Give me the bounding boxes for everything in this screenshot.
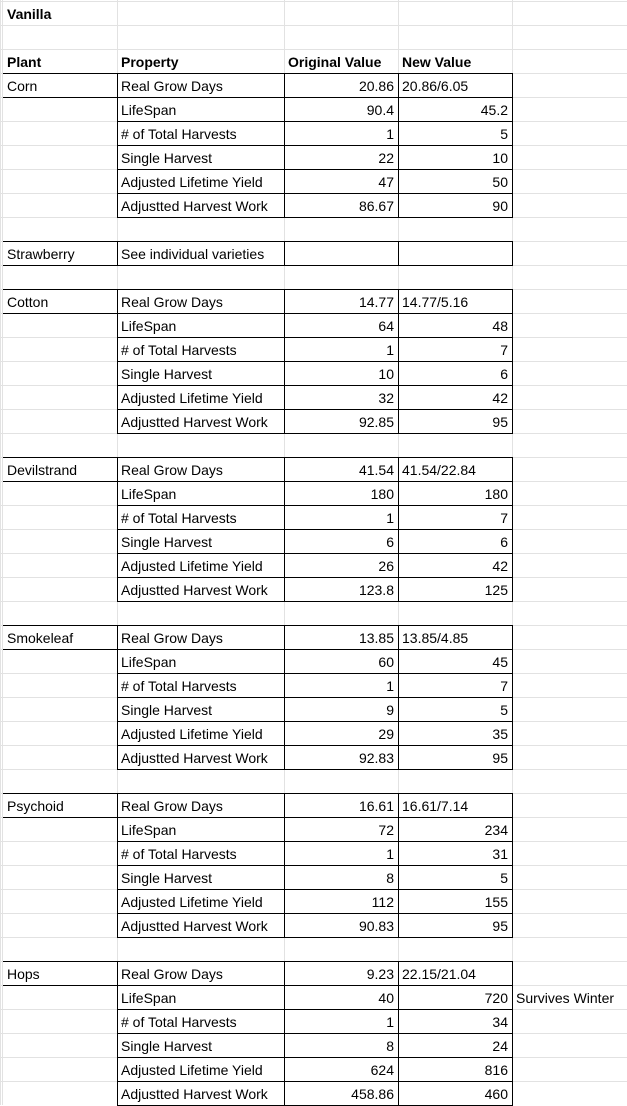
original-value-cell[interactable]: 8 xyxy=(386,870,394,886)
original-value-cell[interactable]: 123.8 xyxy=(358,582,394,598)
original-value-cell[interactable]: 32 xyxy=(378,390,394,406)
original-value-cell[interactable]: 9.23 xyxy=(366,966,394,982)
original-value-cell[interactable] xyxy=(284,242,398,266)
property-cell[interactable]: See individual varieties xyxy=(121,246,265,262)
property-cell[interactable]: # of Total Harvests xyxy=(121,510,237,526)
original-value-cell[interactable]: 1 xyxy=(386,846,394,862)
table-row xyxy=(0,386,627,410)
original-value-cell[interactable]: 47 xyxy=(378,174,394,190)
original-value-cell[interactable]: 90.4 xyxy=(366,102,394,118)
new-value-cell[interactable]: 41.54/22.84 xyxy=(402,462,476,478)
new-value-cell[interactable]: 7 xyxy=(500,678,508,694)
property-cell[interactable]: Adjusted Lifetime Yield xyxy=(121,726,263,742)
property-cell[interactable]: Real Grow Days xyxy=(121,798,223,814)
property-cell[interactable]: Real Grow Days xyxy=(121,294,223,310)
new-value-cell[interactable]: 42 xyxy=(492,390,508,406)
table-row xyxy=(0,74,627,98)
table-row xyxy=(0,866,627,890)
plant-name[interactable]: Smokeleaf xyxy=(7,630,74,646)
property-cell[interactable]: Real Grow Days xyxy=(121,462,223,478)
original-value-cell[interactable]: 22 xyxy=(378,150,394,166)
new-value-cell[interactable]: 5 xyxy=(500,702,508,718)
table-row xyxy=(0,1058,627,1082)
new-value-cell[interactable] xyxy=(398,242,512,266)
new-value-cell[interactable]: 31 xyxy=(492,846,508,862)
property-cell[interactable]: Real Grow Days xyxy=(121,630,223,646)
new-value-cell[interactable]: 48 xyxy=(492,318,508,334)
plant-name[interactable]: Corn xyxy=(7,78,38,94)
property-cell[interactable]: LifeSpan xyxy=(121,654,177,670)
original-value-cell[interactable]: 26 xyxy=(378,558,394,574)
property-cell[interactable]: Single Harvest xyxy=(121,534,213,550)
property-cell[interactable]: # of Total Harvests xyxy=(121,342,237,358)
property-cell[interactable]: LifeSpan xyxy=(121,990,177,1006)
original-value-cell[interactable]: 1 xyxy=(386,342,394,358)
table-row xyxy=(0,626,627,650)
original-value-cell[interactable]: 16.61 xyxy=(358,798,394,814)
plant-name[interactable]: Psychoid xyxy=(7,798,64,814)
original-value-cell[interactable]: 1 xyxy=(386,678,394,694)
new-value-cell[interactable]: 5 xyxy=(500,126,508,142)
original-value-cell[interactable]: 41.54 xyxy=(358,462,394,478)
new-value-cell[interactable]: 13.85/4.85 xyxy=(402,630,469,646)
property-cell[interactable]: # of Total Harvests xyxy=(121,1014,237,1030)
new-value-cell[interactable]: 6 xyxy=(500,366,508,382)
original-value-cell[interactable]: 458.86 xyxy=(351,1086,394,1102)
plant-name[interactable]: Cotton xyxy=(7,294,49,310)
table-row xyxy=(0,362,627,386)
property-cell[interactable]: # of Total Harvests xyxy=(121,678,237,694)
original-value-cell[interactable]: 9 xyxy=(386,702,394,718)
plant-name[interactable]: Devilstrand xyxy=(7,462,78,478)
new-value-cell[interactable]: 50 xyxy=(492,174,508,190)
property-cell[interactable]: Adjusted Lifetime Yield xyxy=(121,1062,263,1078)
original-value-cell[interactable]: 92.85 xyxy=(358,414,394,430)
new-value-cell[interactable]: 95 xyxy=(492,414,508,430)
table-row xyxy=(0,722,627,746)
property-cell[interactable]: Adjustted Harvest Work xyxy=(121,198,268,214)
original-value-cell[interactable]: 180 xyxy=(370,486,394,502)
original-value-cell[interactable]: 8 xyxy=(386,1038,394,1054)
original-value-cell[interactable]: 64 xyxy=(378,318,394,334)
table-row xyxy=(0,794,627,818)
property-cell[interactable]: Adjustted Harvest Work xyxy=(121,1086,268,1102)
property-cell[interactable]: # of Total Harvests xyxy=(121,846,237,862)
property-cell[interactable]: # of Total Harvests xyxy=(121,126,237,142)
property-cell[interactable]: Single Harvest xyxy=(121,1038,213,1054)
property-cell[interactable]: Adjusted Lifetime Yield xyxy=(121,558,263,574)
original-value-cell[interactable]: 60 xyxy=(378,654,394,670)
table-row xyxy=(0,338,627,362)
property-cell[interactable]: Real Grow Days xyxy=(121,78,223,94)
table-row xyxy=(0,122,627,146)
new-value-cell[interactable]: 155 xyxy=(484,894,508,910)
new-value-cell[interactable]: 234 xyxy=(484,822,508,838)
property-cell[interactable]: LifeSpan xyxy=(121,102,177,118)
table-row xyxy=(0,530,627,554)
table-row xyxy=(0,482,627,506)
sheet-title[interactable]: Vanilla xyxy=(7,6,52,22)
table-row xyxy=(0,650,627,674)
new-value-cell[interactable]: 10 xyxy=(492,150,508,166)
original-value-cell[interactable]: 40 xyxy=(378,990,394,1006)
original-value-cell[interactable]: 86.67 xyxy=(358,198,394,214)
header-property[interactable]: Property xyxy=(121,54,179,70)
table-row xyxy=(0,1082,627,1106)
new-value-cell[interactable]: 16.61/7.14 xyxy=(402,798,469,814)
table-row xyxy=(0,146,627,170)
property-cell[interactable]: Adjustted Harvest Work xyxy=(121,750,268,766)
new-value-cell[interactable]: 42 xyxy=(492,558,508,574)
table-row xyxy=(0,986,627,1010)
table-row xyxy=(0,506,627,530)
property-cell[interactable]: Adjustted Harvest Work xyxy=(121,918,268,934)
table-row xyxy=(0,194,627,218)
property-cell[interactable]: Adjustted Harvest Work xyxy=(121,414,268,430)
new-value-cell[interactable]: 14.77/5.16 xyxy=(402,294,469,310)
table-row xyxy=(0,842,627,866)
new-value-cell[interactable]: 90 xyxy=(492,198,508,214)
new-value-cell[interactable]: 45.2 xyxy=(480,102,508,118)
table-row xyxy=(0,746,627,770)
original-value-cell[interactable]: 6 xyxy=(386,534,394,550)
new-value-cell[interactable]: 125 xyxy=(484,582,508,598)
table-row xyxy=(0,698,627,722)
original-value-cell[interactable]: 1 xyxy=(386,510,394,526)
property-cell[interactable]: Adjusted Lifetime Yield xyxy=(121,174,263,190)
property-cell[interactable]: Real Grow Days xyxy=(121,966,223,982)
original-value-cell[interactable]: 1 xyxy=(386,1014,394,1030)
original-value-cell[interactable]: 72 xyxy=(378,822,394,838)
new-value-cell[interactable]: 24 xyxy=(492,1038,508,1054)
property-cell[interactable]: LifeSpan xyxy=(121,822,177,838)
table-row xyxy=(0,410,627,434)
original-value-cell[interactable]: 10 xyxy=(378,366,394,382)
original-value-cell[interactable]: 14.77 xyxy=(358,294,394,310)
table-row xyxy=(0,1034,627,1058)
table-row xyxy=(0,314,627,338)
header-new-value[interactable]: New Value xyxy=(402,54,472,70)
property-cell[interactable]: Single Harvest xyxy=(121,366,213,382)
table-row xyxy=(0,458,627,482)
table-row xyxy=(0,98,627,122)
new-value-cell[interactable]: 95 xyxy=(492,918,508,934)
new-value-cell[interactable]: 720 xyxy=(484,990,508,1006)
original-value-cell[interactable]: 1 xyxy=(386,126,394,142)
new-value-cell[interactable]: 45 xyxy=(492,654,508,670)
table-row xyxy=(0,1010,627,1034)
header-plant[interactable]: Plant xyxy=(7,54,42,70)
new-value-cell[interactable]: 5 xyxy=(500,870,508,886)
plant-name[interactable]: Hops xyxy=(7,966,40,982)
new-value-cell[interactable]: 95 xyxy=(492,750,508,766)
title-row xyxy=(0,2,627,26)
table-row xyxy=(0,914,627,938)
table-row xyxy=(0,890,627,914)
plant-name[interactable]: Strawberry xyxy=(7,246,75,262)
table-row xyxy=(0,290,627,314)
property-cell[interactable]: Single Harvest xyxy=(121,870,213,886)
property-cell[interactable]: Single Harvest xyxy=(121,702,213,718)
table-row xyxy=(0,578,627,602)
original-value-cell[interactable]: 20.86 xyxy=(358,78,394,94)
original-value-cell[interactable]: 624 xyxy=(370,1062,394,1078)
property-cell[interactable]: LifeSpan xyxy=(121,318,177,334)
new-value-cell[interactable]: 7 xyxy=(500,342,508,358)
property-cell[interactable]: Adjusted Lifetime Yield xyxy=(121,390,263,406)
table-row xyxy=(0,674,627,698)
property-cell[interactable]: Adjustted Harvest Work xyxy=(121,582,268,598)
table-row xyxy=(0,242,627,266)
table-row xyxy=(0,554,627,578)
property-cell[interactable]: Single Harvest xyxy=(121,150,213,166)
property-cell[interactable]: Adjusted Lifetime Yield xyxy=(121,894,263,910)
original-value-cell[interactable]: 90.83 xyxy=(358,918,394,934)
new-value-cell[interactable]: 34 xyxy=(492,1014,508,1030)
original-value-cell[interactable]: 92.83 xyxy=(358,750,394,766)
property-cell[interactable]: LifeSpan xyxy=(121,486,177,502)
new-value-cell[interactable]: 6 xyxy=(500,534,508,550)
header-original-value[interactable]: Original Value xyxy=(288,54,382,70)
original-value-cell[interactable]: 13.85 xyxy=(358,630,394,646)
table-row xyxy=(0,170,627,194)
original-value-cell[interactable]: 29 xyxy=(378,726,394,742)
note-cell[interactable]: Survives Winter xyxy=(516,990,615,1006)
new-value-cell[interactable]: 7 xyxy=(500,510,508,526)
table-row xyxy=(0,818,627,842)
original-value-cell[interactable]: 112 xyxy=(371,894,394,910)
new-value-cell[interactable]: 35 xyxy=(492,726,508,742)
table-row xyxy=(0,962,627,986)
new-value-cell[interactable]: 22.15/21.04 xyxy=(402,966,476,982)
new-value-cell[interactable]: 20.86/6.05 xyxy=(402,78,469,94)
header-row xyxy=(0,50,627,74)
new-value-cell[interactable]: 460 xyxy=(484,1086,508,1102)
new-value-cell[interactable]: 180 xyxy=(484,486,508,502)
new-value-cell[interactable]: 816 xyxy=(484,1062,508,1078)
